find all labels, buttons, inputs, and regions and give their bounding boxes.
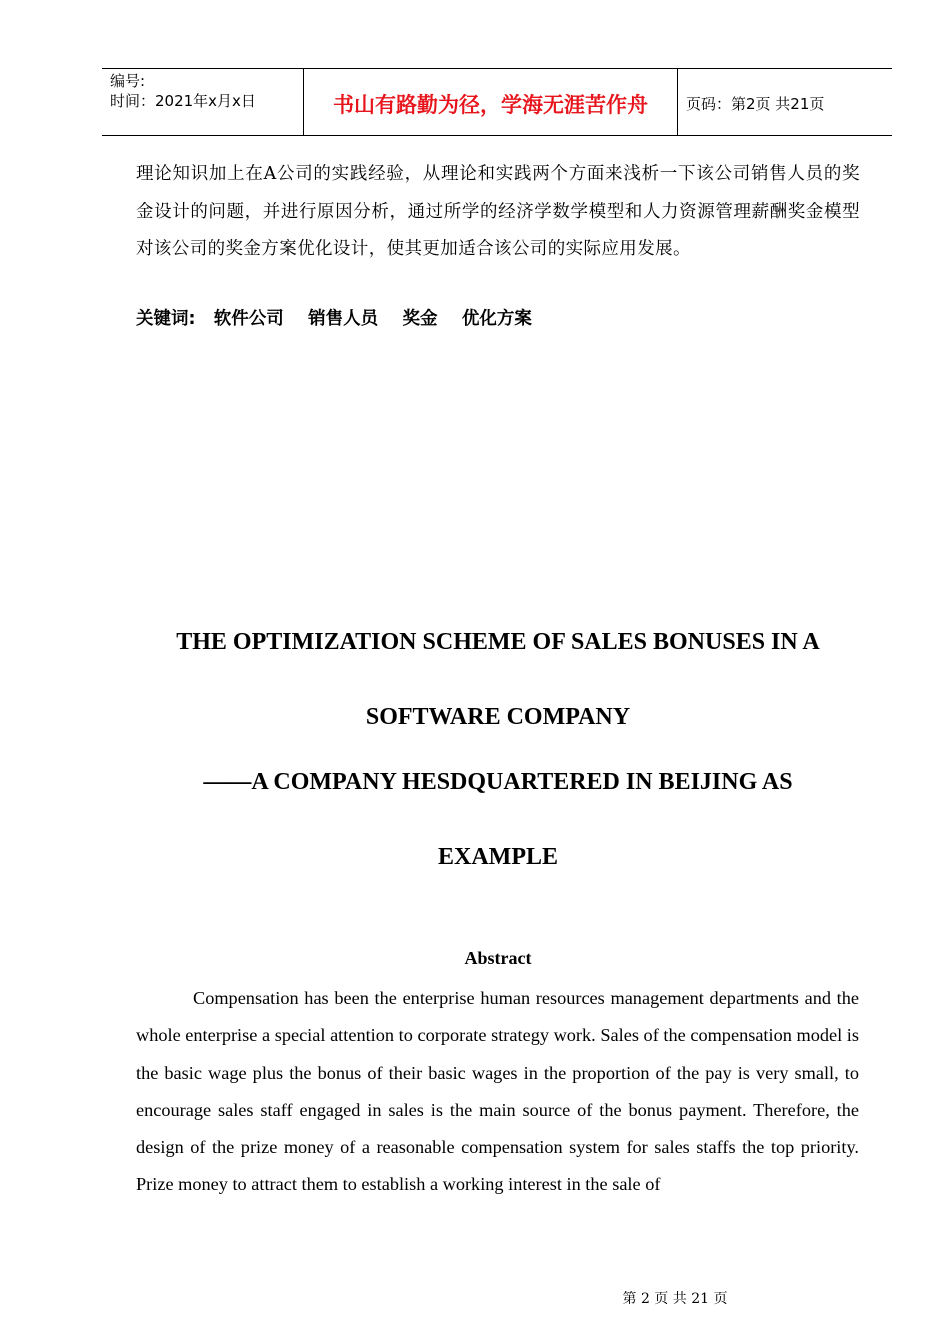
page-footer: 第 2 页 共 21 页 — [622, 1291, 728, 1307]
header-meta — [102, 69, 304, 135]
page-header — [102, 68, 892, 136]
header-motto: 书山有路勤为径，学海无涯苦作舟 — [304, 69, 678, 135]
english-title-line-4: EXAMPLE — [438, 844, 558, 870]
keywords-line: 关键词: 软件公司 销售人员 奖金 优化方案 — [136, 309, 532, 329]
english-title-line-1: THE OPTIMIZATION SCHEME OF SALES BONUSES IN A — [176, 629, 820, 655]
header-page-code: 页码：第2页 共21页 — [686, 94, 825, 113]
abstract-body: Compensation has been the enterprise human resources management departments and the whole enterprise a special attention to corporate strategy work. Sales of the compensation model is the basic wage plus the bonus of their basic wages in the proportion of the pay is very small, to encourage sales staff engaged in sales is the main source of the bonus payment. Therefore, the design of the prize money of a reasonable compensation system for sales staffs the top priority. Prize money to attract them to establish a working interest in the sale of — [136, 988, 859, 1195]
abstract-heading: Abstract — [464, 948, 532, 968]
document-number-label: 编号: — [110, 72, 146, 90]
english-title-line-2: SOFTWARE COMPANY — [365, 704, 631, 730]
english-title-line-3: ——A COMPANY HESDQUARTERED IN BEIJING AS — [203, 769, 793, 795]
chinese-abstract-paragraph: 理论知识加上在A公司的实践经验，从理论和实践两个方面来浅析一下该公司销售人员的奖金设计的问题，并进行原因分析，通过所学的经济学数学模型和人力资源管理薪酬奖金模型对该公司的奖金方案优化设计，使其更加适合该公司的实际应用发展。 — [136, 164, 860, 259]
document-time-label: 时间：2021年x月x日 — [110, 92, 256, 110]
